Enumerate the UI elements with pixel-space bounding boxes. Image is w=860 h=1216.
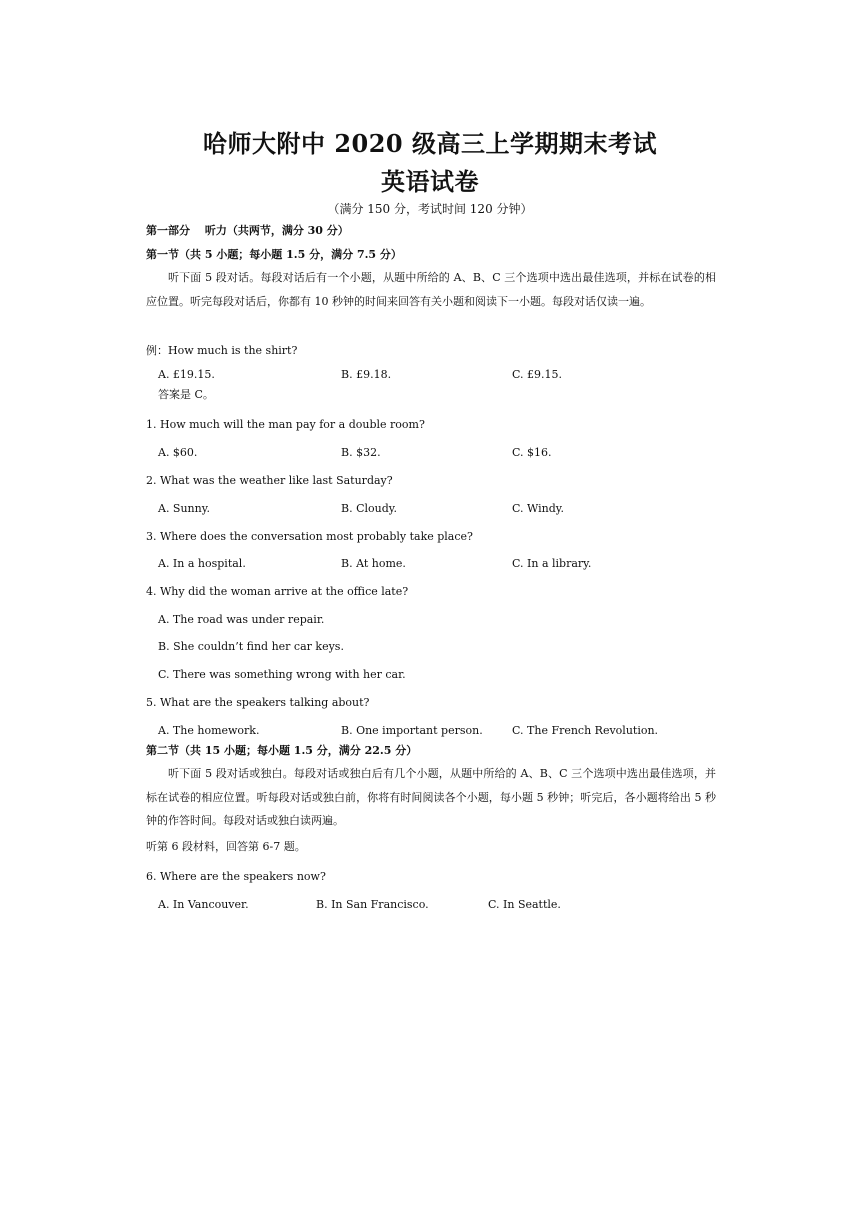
question-3-option-b: B. At home. [341,557,406,570]
question-4-option-c: C. There was something wrong with her car. [158,668,406,681]
exam-title: 哈师大附中 2020 级高三上学期期末考试 [202,129,657,158]
question-4-option-b: B. She couldn’t find her car keys. [158,640,344,653]
section2-heading: 第二节（共 15 小题；每小题 1.5 分，满分 22.5 分） [146,744,418,757]
question-6-option-b: B. In San Francisco. [316,898,429,911]
exam-subject-title: 英语试卷 [381,167,479,196]
question-3-option-a: A. In a hospital. [158,557,246,570]
question-2-option-a: A. Sunny. [158,502,210,515]
example-option-a: A. £19.15. [158,368,215,381]
question-2-option-b: B. Cloudy. [341,502,398,515]
example-question: 例：How much is the shirt? [146,344,298,357]
example-answer: 答案是 C。 [158,388,214,401]
exam-score-time-note: （满分 150 分，考试时间 120 分钟） [327,202,533,216]
question-6: 6. Where are the speakers now? [146,870,326,883]
question-2-option-c: C. Windy. [512,502,565,515]
question-1: 1. How much will the man pay for a double room? [146,418,425,431]
question-4-option-a: A. The road was under repair. [158,613,325,626]
question-1-option-b: B. $32. [341,446,381,459]
question-5-option-a: A. The homework. [158,724,260,737]
question-3: 3. Where does the conversation most probably take place? [146,530,473,543]
section1-instructions: 听下面 5 段对话。每段对话后有一个小题，从题中所给的 A、B、C 三个选项中选出最佳选项，并标在试卷的相应位置。听完每段对话后，你都有 10 秒钟的时间来回答有关小题和阅读下一小题。每段对话仅读一遍。 [146,271,716,308]
question-1-option-a: A. $60. [158,446,198,459]
question-6-option-c: C. In Seattle. [488,898,561,911]
question-5-option-c: C. The French Revolution. [512,724,659,737]
material-6-note: 听第 6 段材料，回答第 6-7 题。 [146,840,306,853]
question-3-option-c: C. In a library. [512,557,592,570]
section2-instructions: 听下面 5 段对话或独白。每段对话或独白后有几个小题，从题中所给的 A、B、C 三个选项中选出最佳选项，并标在试卷的相应位置。听每段对话或独白前，你将有时间阅读各个小题，每小题 5 秒钟；听完后，各小题将给出 5 秒钟的作答时间。每段对话或独白读两遍。 [146,767,716,827]
question-6-option-a: A. In Vancouver. [158,898,249,911]
example-option-b: B. £9.18. [341,368,392,381]
question-4: 4. Why did the woman arrive at the office late? [146,585,409,598]
example-option-c: C. £9.15. [512,368,563,381]
part1-heading: 第一部分 听力（共两节，满分 30 分） [146,224,349,237]
question-2: 2. What was the weather like last Saturday? [146,474,393,487]
question-5: 5. What are the speakers talking about? [146,696,370,709]
question-5-option-b: B. One important person. [341,724,483,737]
section1-heading: 第一节（共 5 小题；每小题 1.5 分，满分 7.5 分） [146,248,402,261]
question-1-option-c: C. $16. [512,446,552,459]
